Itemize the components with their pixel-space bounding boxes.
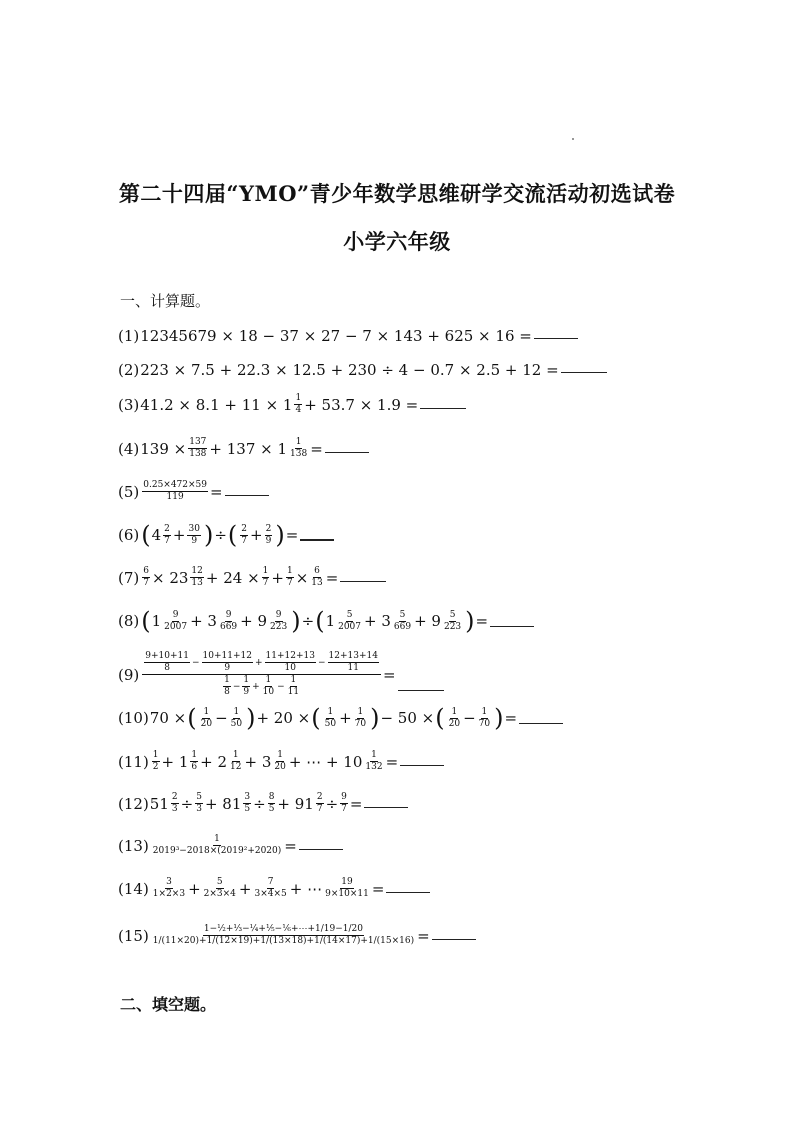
answer-blank[interactable] xyxy=(490,625,534,627)
operator: ÷ xyxy=(180,794,194,813)
fraction: $\frac{9}{669}$ xyxy=(219,609,238,632)
fraction: $\frac{6}{7}$ xyxy=(143,566,149,588)
fraction: $\frac{30}{9}$ xyxy=(188,523,200,546)
expression-part: + 81 xyxy=(204,794,242,813)
fraction: $\frac{1}{50}$ xyxy=(230,706,243,729)
operator: ÷ xyxy=(214,526,227,544)
problem-number: (5) xyxy=(118,482,140,501)
problem-8 xyxy=(118,609,534,633)
whole-number: 1 xyxy=(325,612,336,630)
expression-part: 41.2 × 8.1 + 11 × 1 xyxy=(140,395,293,414)
whole-number: 4 xyxy=(151,526,162,544)
answer-blank[interactable] xyxy=(225,494,269,496)
answer-blank[interactable] xyxy=(364,806,408,808)
equals: = xyxy=(504,709,518,727)
fraction: $\frac{1}{10}$ xyxy=(262,675,275,697)
expression-part: + 20 × xyxy=(256,709,311,727)
expression-part: + 9 xyxy=(240,612,268,630)
operator: − xyxy=(463,709,476,727)
problem-number: (6) xyxy=(118,526,140,544)
equals: = xyxy=(385,752,399,771)
problem-9 xyxy=(118,652,444,697)
fraction: $\frac{5}{2007}$ xyxy=(338,609,362,632)
fraction: $\frac{2}{7}$ xyxy=(164,523,170,546)
operator: + xyxy=(188,879,201,898)
answer-blank[interactable] xyxy=(300,538,334,541)
fraction: $\frac{1}{132}$ xyxy=(365,750,383,772)
problem-3 xyxy=(118,394,466,415)
expression-part: + 1 xyxy=(161,752,189,771)
right-paren: ) xyxy=(494,704,504,732)
answer-blank[interactable] xyxy=(420,407,466,409)
fraction: $\frac{1}{12}$ xyxy=(230,750,242,772)
problem-number: (10) xyxy=(118,709,149,727)
fraction: $\frac{5}{2\times 3\times 4}$ xyxy=(203,877,236,899)
fraction: $\frac{1}{7}$ xyxy=(286,566,293,588)
problem-5 xyxy=(118,481,269,502)
fraction: $\frac{10+11+12}{9}$ xyxy=(202,651,252,673)
expression-part: − 50 × xyxy=(380,709,435,727)
fraction: $\frac{9}{2007}$ xyxy=(164,609,188,632)
expression-part: × 23 xyxy=(151,568,189,587)
operator: + xyxy=(250,526,263,544)
fraction: $\frac{2}{9}$ xyxy=(265,523,272,546)
problem-number: (7) xyxy=(118,568,140,587)
fraction: $\frac{19}{9\times 10\times 11}$ xyxy=(325,877,369,899)
fraction: $\frac{1}{\text{2019³−2018×(2019²+2020)}}$ xyxy=(152,834,282,856)
problem-2 xyxy=(118,361,607,379)
left-paren: ( xyxy=(435,704,445,732)
answer-blank[interactable] xyxy=(519,722,563,724)
expression-part: + 2 xyxy=(200,752,228,771)
answer-blank[interactable] xyxy=(340,580,386,582)
expression-part: 139 × xyxy=(140,439,187,458)
problem-7 xyxy=(118,567,386,588)
left-paren: ( xyxy=(315,607,325,635)
expression-part: + 137 × 1 xyxy=(209,439,288,458)
fraction: $\frac{5}{669}$ xyxy=(393,609,412,632)
fraction: $\frac{6}{13}$ xyxy=(311,566,323,588)
fraction: $\frac{5}{3}$ xyxy=(196,792,202,814)
equals: = xyxy=(310,439,323,458)
expression-part: + 3 xyxy=(190,612,217,630)
expression: 223 × 7.5 + 22.3 × 12.5 + 230 ÷ 4 − 0.7 × 2.5 + 12 = xyxy=(140,361,559,379)
problem-14 xyxy=(118,878,430,899)
fraction: $\frac{5}{223}$ xyxy=(443,609,462,632)
fraction: $\frac{9+10+11}{8}$ xyxy=(145,651,189,673)
fraction: $\frac{2}{7}$ xyxy=(316,792,323,814)
fraction: $\frac{7}{3\times 4\times 5}$ xyxy=(254,877,287,899)
right-paren: ) xyxy=(246,704,256,732)
equals: = xyxy=(382,665,396,684)
left-paren: ( xyxy=(187,704,197,732)
right-paren: ) xyxy=(275,521,285,549)
equals: = xyxy=(325,568,339,587)
right-paren: ) xyxy=(203,521,214,549)
section-heading-calculation: 一、计算题。 xyxy=(120,292,211,310)
fraction: $\frac{1}{20}$ xyxy=(448,706,461,729)
equals: = xyxy=(417,926,430,945)
problem-6 xyxy=(118,523,334,547)
answer-blank[interactable] xyxy=(386,891,430,893)
problem-11 xyxy=(118,751,444,772)
fraction: $\frac{12}{13}$ xyxy=(191,566,203,588)
problem-1 xyxy=(118,327,578,345)
fraction: $\frac{3}{5}$ xyxy=(244,792,251,814)
problem-number: (8) xyxy=(118,612,140,630)
answer-blank[interactable] xyxy=(432,938,476,940)
operator: ÷ xyxy=(301,612,315,630)
fraction: $\frac{1}{7}$ xyxy=(262,566,269,588)
problem-number: (2) xyxy=(118,361,140,379)
answer-blank[interactable] xyxy=(400,764,444,766)
problem-15 xyxy=(118,925,476,946)
operator: − xyxy=(215,709,228,727)
equals: = xyxy=(284,836,297,855)
problem-number: (9) xyxy=(118,665,140,684)
fraction: $\frac{137}{138}$ xyxy=(189,437,207,459)
expression-part: + 24 × xyxy=(205,568,260,587)
problem-number: (11) xyxy=(118,752,149,771)
fraction: $\frac{0.25\times 472\times 59}{119}$ xyxy=(143,480,208,502)
expression-part: + 3 xyxy=(364,612,391,630)
fraction: $\frac{12+13+14}{11}$ xyxy=(328,651,378,673)
problem-number: (13) xyxy=(118,836,149,855)
operator: + xyxy=(238,879,252,898)
expression-part: + 9 xyxy=(414,612,441,630)
fraction: $\frac{1}{50}$ xyxy=(324,706,337,729)
expression-part: 70 × xyxy=(149,709,187,727)
problem-12 xyxy=(118,793,408,814)
fraction: $\frac{1}{2}$ xyxy=(152,750,159,772)
fraction: $\frac{9}{7}$ xyxy=(341,792,347,814)
expression-part: + 53.7 × 1.9 = xyxy=(304,395,419,414)
fraction: $\frac{9}{223}$ xyxy=(270,609,288,632)
fraction: $\frac{2}{3}$ xyxy=(171,792,178,814)
fraction: $\frac{1}{70}$ xyxy=(478,706,491,729)
fraction: $\frac{8}{5}$ xyxy=(268,792,275,814)
expression: 12345679 × 18 − 37 × 27 − 7 × 143 + 625 × 16 = xyxy=(140,327,532,345)
left-paren: ( xyxy=(141,607,151,635)
problem-number: (4) xyxy=(118,439,140,458)
problem-number: (3) xyxy=(118,395,140,414)
paper-title: 第二十四届“YMO”青少年数学思维研学交流活动初选试卷 xyxy=(118,181,676,206)
fraction: $\frac{\text{1−½+⅓−¼+⅕−⅙+⋯+1/19−1/20}}{1/(11\times 20)+1/(12\times 19)+1/(13\times 18)+1/(14\times 17)+1/(15\times 16)}$ xyxy=(152,924,415,946)
equals: = xyxy=(349,794,363,813)
operator: ÷ xyxy=(253,794,266,813)
answer-blank[interactable] xyxy=(398,689,444,691)
section-heading-fill-blank: 二、填空题。 xyxy=(120,995,217,1014)
complex-fraction: $\frac{9+10+11}{8}$ − $\frac{10+11+12}{9}$ + $\frac{11+12+13}{10}$ − $\frac{12+13+14}{11}$ $\frac{1}{8}$ − $\frac{1}{9}$ + $\frac{1}{10}$ − $\frac{1}{11}$ xyxy=(142,652,381,697)
fraction: $\frac{1}{20}$ xyxy=(200,706,213,729)
left-paren: ( xyxy=(141,521,151,549)
problem-10 xyxy=(118,706,563,730)
left-paren: ( xyxy=(311,704,321,732)
answer-blank[interactable] xyxy=(325,451,369,453)
right-paren: ) xyxy=(291,607,301,635)
equals: = xyxy=(475,612,489,630)
fraction: $\frac{1}{11}$ xyxy=(287,675,300,697)
answer-blank[interactable] xyxy=(299,848,343,850)
problem-4 xyxy=(118,438,369,459)
right-paren: ) xyxy=(465,607,475,635)
fraction: $\frac{1}{138}$ xyxy=(290,437,308,459)
expression-part: + ⋯ + 10 xyxy=(288,752,363,771)
problem-number: (15) xyxy=(118,926,149,945)
fraction: $\frac{1}{20}$ xyxy=(274,750,286,772)
operator: + xyxy=(172,526,186,544)
expression-part: + 91 xyxy=(277,794,314,813)
operator: + xyxy=(339,709,352,727)
fraction: $\frac{3}{1\times 2\times 3}$ xyxy=(152,877,186,899)
answer-blank[interactable] xyxy=(561,371,607,373)
speck xyxy=(572,138,574,140)
fraction: $\frac{11+12+13}{10}$ xyxy=(265,651,315,673)
fraction: $\frac{2}{7}$ xyxy=(241,523,247,546)
fraction: $\frac{1}{9}$ xyxy=(243,675,250,697)
equals: = xyxy=(371,879,385,898)
equals: = xyxy=(285,526,299,544)
fraction: $\frac{1}{8}$ xyxy=(224,675,230,697)
fraction: $\frac{1}{70}$ xyxy=(354,706,367,729)
operator: ÷ xyxy=(325,794,339,813)
grade-title: 小学六年级 xyxy=(343,229,451,254)
answer-blank[interactable] xyxy=(534,337,578,339)
operator: × xyxy=(295,568,309,587)
left-paren: ( xyxy=(227,521,238,549)
expression-part: + 3 xyxy=(244,752,272,771)
right-paren: ) xyxy=(370,704,380,732)
problem-13 xyxy=(118,835,343,856)
fraction: $\frac{1}{4}$ xyxy=(295,393,302,415)
problem-number: (14) xyxy=(118,879,149,898)
fraction: $\frac{1}{6}$ xyxy=(191,750,198,772)
problem-number: (12) xyxy=(118,794,149,813)
problem-number: (1) xyxy=(118,327,140,345)
whole-number: 51 xyxy=(149,794,169,813)
whole-number: 1 xyxy=(151,612,162,630)
operator: + xyxy=(271,568,284,587)
ellipsis: + ⋯ xyxy=(289,879,323,898)
equals: = xyxy=(210,482,223,501)
